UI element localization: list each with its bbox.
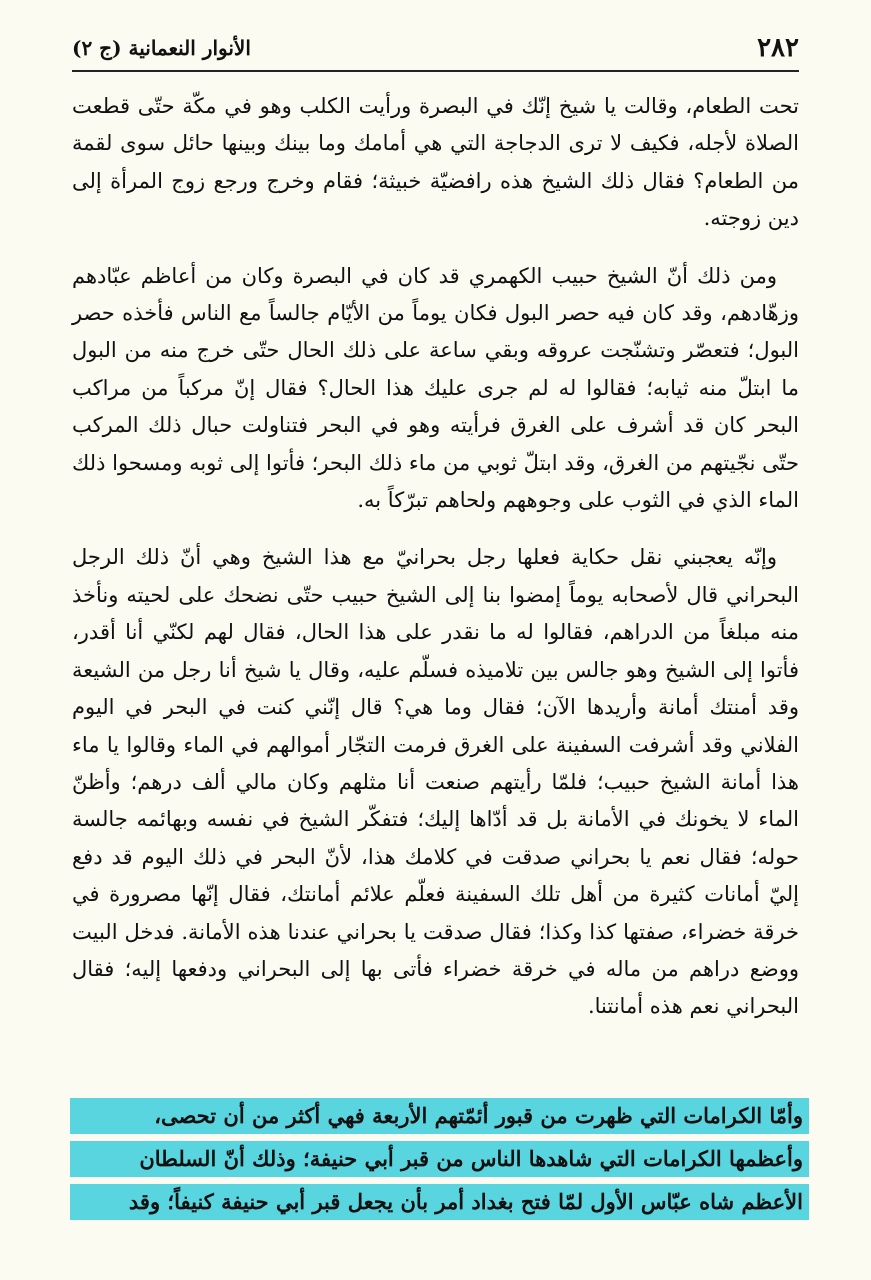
paragraph-continuation: تحت الطعام، وقالت يا شيخ إنّك في البصرة ورأيت الكلب وهو في مكّة حتّى قطعت الصلاة لأجله، فكيف لا ترى الدجاجة التي هي أمامك وما بينك وبينها حائل سوى لقمة من الطعام؟ فقال ذلك الشيخ هذه رافضيّة خبيثة؛ فقام وخرج ورجع زوج المرأة إلى دين زوجته. — [72, 94, 799, 231]
paragraph-habib-story: ومن ذلك أنّ الشيخ حبيب الكهمري قد كان في البصرة وكان من أعاظم عبّادهم وزهّادهم، وقد كان فيه حصر البول فكان يوماً من الأيّام جالساً مع الناس فأخذه حصر البول؛ فتعصّر وتشنّجت عروقه وبقي ساعة على ذلك الحال حتّى خرج منه من البول ما ابتلّ منه ثيابه؛ فقالوا له لم جرى عليك هذا الحال؟ فقال إنّ مركباً من مراكب البحر كان قد أشرف على الغرق فرأيته وهو في البحر فتناولت حبال ذلك المركب حتّى نجّيتهم من الغرق، وقد ابتلّ ثوبي من ماء ذلك البحر؛ فأتوا إلى ثوبه ومسحوا ذلك الماء الذي في الثوب على وجوههم ولحاهم تبرّكاً به. — [71, 263, 799, 513]
page-header — [72, 28, 799, 68]
body-text — [72, 88, 799, 1026]
highlighted-line: وأمّا الكرامات التي ظهرت من قبور أئمّتهم الأربعة فهي أكثر من أن تحصى، — [70, 1098, 809, 1134]
highlighted-line: وأعظمها الكرامات التي شاهدها الناس من قبر أبي حنيفة؛ وذلك أنّ السلطان — [70, 1141, 809, 1177]
highlighted-passage — [70, 1098, 809, 1227]
running-title: الأنوار النعمانية (ج ٢) — [72, 36, 251, 60]
highlighted-line: الأعظم شاه عبّاس الأول لمّا فتح بغداد أمر بأن يجعل قبر أبي حنيفة كنيفاً؛ وقد — [70, 1184, 809, 1220]
paragraph-bahrani-story: وإنّه يعجبني نقل حكاية فعلها رجل بحرانيّ مع هذا الشيخ وهي أنّ ذلك الرجل البحراني قال لأصحابه يوماً إمضوا بنا إلى الشيخ حبيب حتّى نضحك على لحيته ونأخذ منه مبلغاً من الدراهم، فقالوا له ما نقدر على هذا الحال، فقال لهم لكنّي أنا أقدر، فأتوا إلى الشيخ وهو جالس بين تلاميذه فسلّم عليه، وقال يا شيخ أنا رجل من الشيعة وقد أمنتك أمانة وأريدها الآن؛ فقال وما هي؟ قال إنّني كنت في البحر في اليوم الفلاني وقد أشرفت السفينة على الغرق فرمت التجّار أموالهم في الماء وقالوا يا ماء هذا أمانة الشيخ حبيب؛ فلمّا رأيتهم صنعت أنا مثلهم وكان مالي ألف درهم؛ وأظنّ الماء لا يخونك في الأمانة بل قد أدّاها إليك؛ فتفكّر الشيخ في نفسه وبهائمه جالسة حوله؛ فقال نعم يا بحراني صدقت في كلامك هذا، لأنّ البحر في ذلك اليوم قد دفع إليّ أمانات كثيرة من أهل تلك السفينة فعلّم علائم أمانتك، فقال إنّها مصرورة في خرقة خضراء، صفتها كذا وكذا؛ فقال صدقت يا بحراني عندنا هذه الأمانة. فدخل البيت ووضع دراهم من ماله في خرقة خضراء فأتى بها إلى البحراني ودفعها إليه؛ فقال البحراني نعم هذه أمانتنا. — [72, 545, 799, 1019]
header-rule — [72, 70, 799, 72]
page-number: ٢٨٢ — [757, 33, 799, 63]
